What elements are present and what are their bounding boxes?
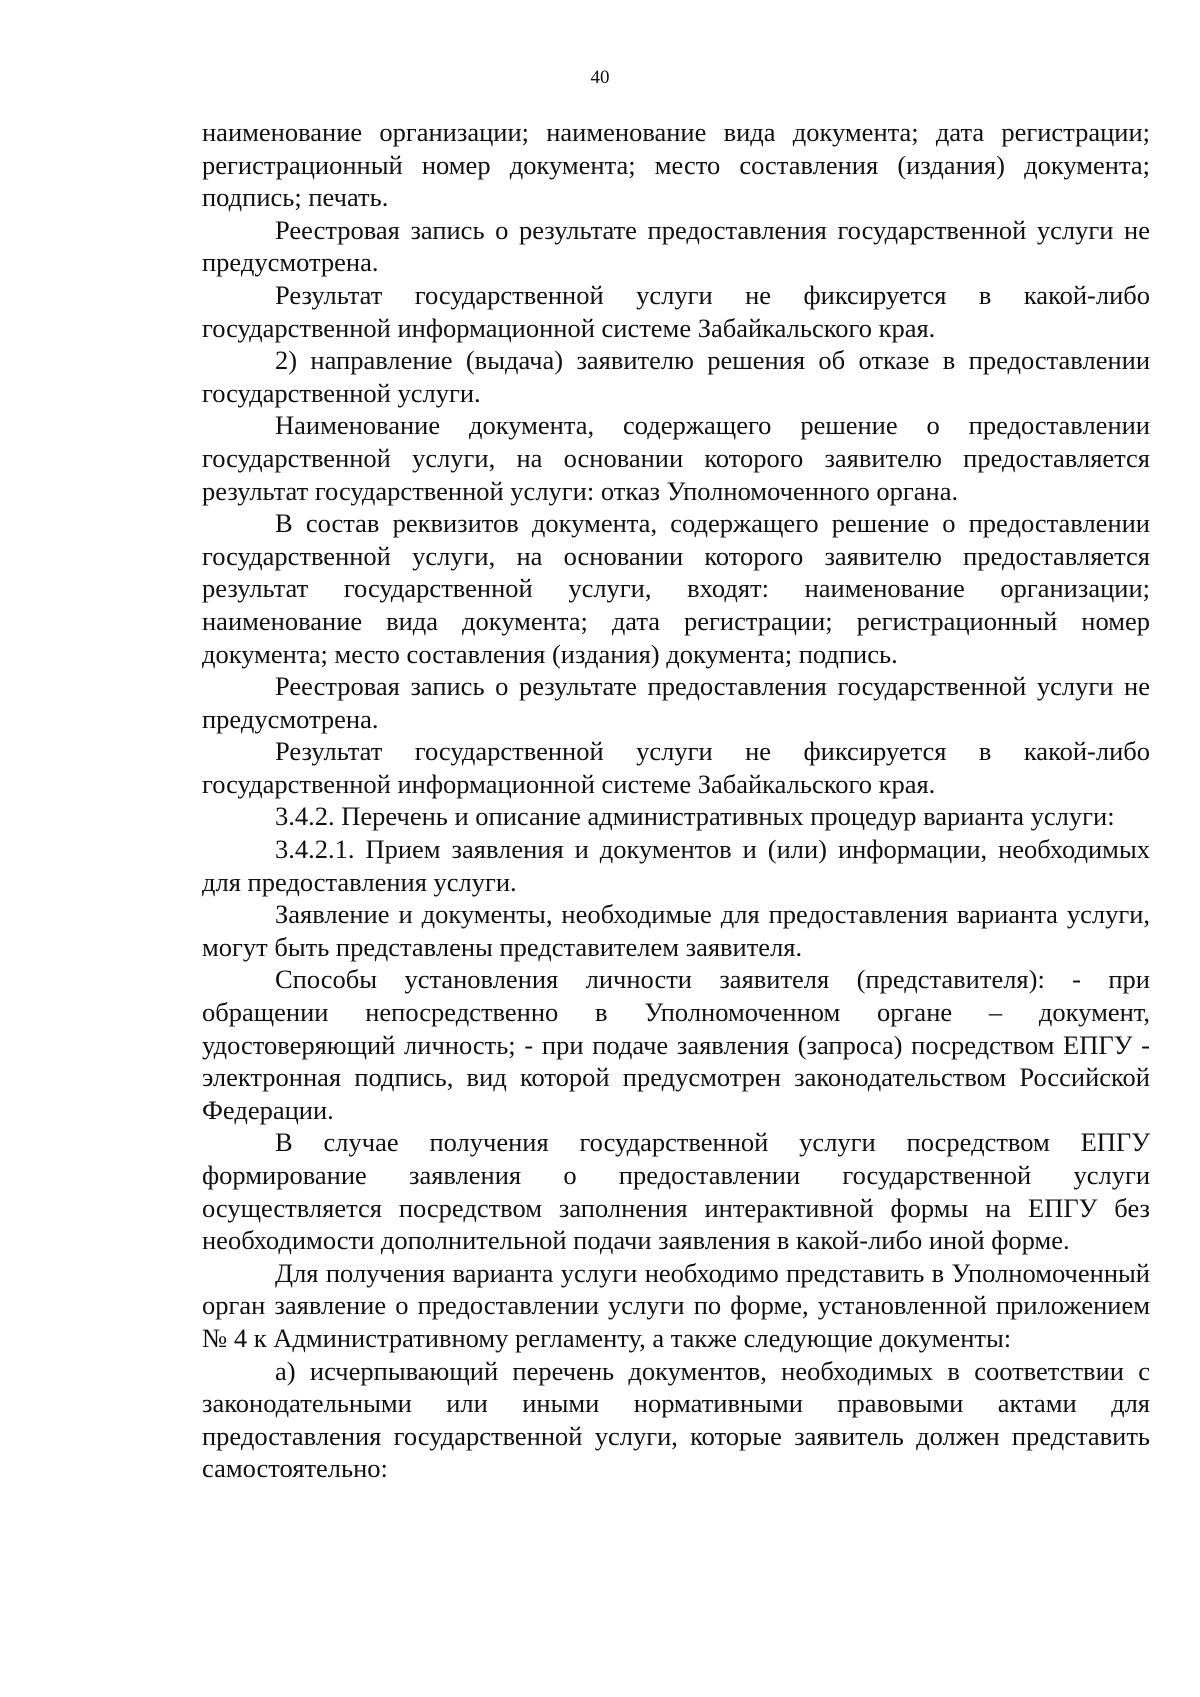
paragraph-result-not-recorded: Результат государственной услуги не фиксируется в какой-либо государственной информационной системе Забайкальского края. [202,279,1150,343]
document-body [202,116,1150,1485]
paragraph-list-item-a: а) исчерпывающий перечень документов, необходимых в соответствии с законодательными или иными нормативными правовыми актами для предоставления государственной услуги, которые заявитель должен представить самостоятельно: [202,1355,1150,1484]
paragraph-required-documents: Для получения варианта услуги необходимо представить в Уполномоченный орган заявление о предоставлении услуги по форме, установленной приложением № 4 к Административному регламенту, а также следующие документы: [202,1257,1150,1353]
paragraph-result-not-recorded-2: Результат государственной услуги не фиксируется в какой-либо государственной информационной системе Забайкальского края. [202,736,1150,799]
paragraph-refusal-issuance: 2) направление (выдача) заявителю решения об отказе в предоставлении государственной услуги. [202,345,1150,408]
section-heading-3-4-2-1: 3.4.2.1. Прием заявления и документов и (или) информации, необходимых для предоставления услуги. [202,834,1150,897]
paragraph-representative: Заявление и документы, необходимые для предоставления варианта услуги, могут быть представлены представителем заявителя. [202,899,1150,962]
section-heading-3-4-2: 3.4.2. Перечень и описание административных процедур варианта услуги: [275,801,1115,832]
paragraph-registry-entry-2: Реестровая запись о результате предоставления государственной услуги не предусмотрена. [202,671,1150,734]
paragraph-refusal-document-name: Наименование документа, содержащего решение о предоставлении государственной услуги, на основании которого заявителю предоставляется результат государственной услуги: отказ Уполномоченного органа. [202,410,1150,506]
paragraph-registry-entry: Реестровая запись о результате предоставления государственной услуги не предусмотрена. [202,214,1150,278]
paragraph-refusal-requisites: В состав реквизитов документа, содержащего решение о предоставлении государственной услуги, на основании которого заявителю предоставляется результат государственной услуги, входят: наименование организации; наименование вида документа; дата регистрации; регистрационный номер документа; место составления (издания) документа; подпись. [202,508,1150,669]
paragraph-epgu-application: В случае получения государственной услуги посредством ЕПГУ формирование заявления о предоставлении государственной услуги осуществляется посредством заполнения интерактивной формы на ЕПГУ без необходимости дополнительной подачи заявления в какой-либо иной форме. [202,1127,1150,1256]
paragraph-identification-methods: Способы установления личности заявителя (представителя): - при обращении непосредственно в Уполномоченном органе – документ, удостоверяющий личность; - при подаче заявления (запроса) посредством ЕПГУ - электронная подпись, вид которой предусмотрен законодательством Российской Федерации. [202,964,1150,1125]
page-number: 40 [590,67,610,88]
paragraph-requisites-continued: наименование организации; наименование вида документа; дата регистрации; регистрационный номер документа; место составления (издания) документа; подпись; печать. [202,117,1150,213]
